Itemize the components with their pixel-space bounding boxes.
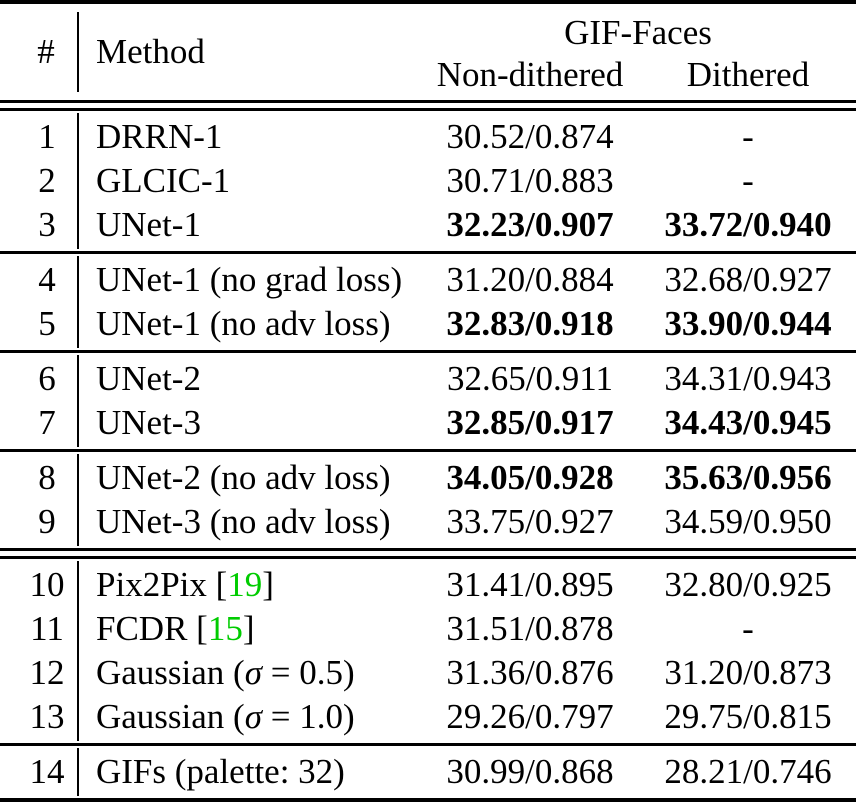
table-row [0, 456, 856, 500]
table-row [0, 115, 856, 159]
row-number: 13 [29, 697, 65, 736]
psnr-ssim-dithered: - [742, 161, 754, 200]
method-name [78, 607, 420, 651]
row-number: 9 [38, 502, 56, 541]
row-group [0, 111, 856, 251]
header-nondithered-column: Non-dithered [436, 55, 624, 94]
method-name [78, 695, 420, 739]
method-name [78, 456, 420, 500]
method-name [78, 357, 420, 401]
row-group [0, 353, 856, 449]
method-text: UNet-1 (no adv loss) [96, 304, 391, 343]
method-text: Gaussian ( [96, 697, 245, 736]
header-number-column: # [37, 32, 55, 71]
row-group [0, 452, 856, 548]
header-subcolumns [420, 54, 856, 96]
method-text: = 0.5) [261, 653, 355, 692]
header-dataset-group [420, 4, 856, 100]
method-name [78, 563, 420, 607]
psnr-ssim-dithered: 29.75/0.815 [664, 697, 832, 736]
psnr-ssim-nondithered: 29.26/0.797 [446, 697, 614, 736]
psnr-ssim-dithered: 33.72/0.940 [664, 205, 832, 244]
psnr-ssim-nondithered: 30.71/0.883 [446, 161, 614, 200]
method-name [78, 258, 420, 302]
row-number: 10 [29, 565, 65, 604]
sigma-symbol: σ [244, 697, 262, 736]
method-name [78, 159, 420, 203]
method-text: ] [242, 609, 255, 648]
psnr-ssim-dithered: 34.59/0.950 [664, 502, 832, 541]
method-text: UNet-2 (no adv loss) [96, 458, 391, 497]
table-row [0, 159, 856, 203]
header-dithered-column: Dithered [686, 55, 810, 94]
table-row [0, 258, 856, 302]
method-text: DRRN-1 [96, 117, 223, 156]
psnr-ssim-dithered: 33.90/0.944 [664, 304, 832, 343]
psnr-ssim-nondithered: 32.83/0.918 [446, 304, 614, 343]
table-row [0, 651, 856, 695]
header-method-column: Method [96, 32, 205, 71]
psnr-ssim-nondithered: 31.41/0.895 [446, 565, 614, 604]
method-text: ] [262, 565, 274, 604]
sigma-symbol: σ [244, 653, 262, 692]
method-name [78, 401, 420, 445]
psnr-ssim-nondithered: 34.05/0.928 [446, 458, 614, 497]
psnr-ssim-dithered: 35.63/0.956 [664, 458, 832, 497]
citation-link[interactable]: 15 [207, 609, 243, 648]
method-name [78, 115, 420, 159]
row-number: 11 [30, 609, 64, 648]
table-row [0, 607, 856, 651]
table-row [0, 401, 856, 445]
psnr-ssim-dithered: 31.20/0.873 [664, 653, 832, 692]
header-dataset-title: GIF-Faces [564, 13, 712, 52]
table-row [0, 302, 856, 346]
psnr-ssim-nondithered: 31.51/0.878 [446, 609, 614, 648]
table-row [0, 563, 856, 607]
method-name [78, 302, 420, 346]
method-text: Gaussian ( [96, 653, 245, 692]
row-number: 4 [38, 260, 56, 299]
row-number: 7 [38, 403, 56, 442]
table-row [0, 203, 856, 247]
method-text: UNet-1 (no grad loss) [96, 260, 403, 299]
method-text: Pix2Pix [ [96, 565, 228, 604]
method-text: GIFs (palette: 32) [96, 752, 345, 791]
table-row [0, 695, 856, 739]
method-name [78, 651, 420, 695]
method-name [78, 750, 420, 794]
row-group [0, 254, 856, 350]
psnr-ssim-nondithered: 32.85/0.917 [446, 403, 614, 442]
psnr-ssim-dithered: 32.68/0.927 [664, 260, 832, 299]
bottom-rule [0, 798, 856, 802]
method-text: UNet-3 (no adv loss) [96, 502, 391, 541]
method-name [78, 500, 420, 544]
psnr-ssim-nondithered: 32.23/0.907 [446, 205, 614, 244]
row-number: 5 [38, 304, 56, 343]
psnr-ssim-dithered: 32.80/0.925 [664, 565, 832, 604]
psnr-ssim-dithered: 34.43/0.945 [664, 403, 832, 442]
psnr-ssim-dithered: - [742, 117, 754, 156]
method-text: UNet-3 [96, 403, 201, 442]
psnr-ssim-dithered: 28.21/0.746 [664, 752, 832, 791]
method-text: UNet-1 [96, 205, 201, 244]
psnr-ssim-nondithered: 30.99/0.868 [446, 752, 614, 791]
row-number: 8 [38, 458, 56, 497]
table-row [0, 357, 856, 401]
method-text: GLCIC-1 [96, 161, 231, 200]
psnr-ssim-nondithered: 32.65/0.911 [447, 359, 613, 398]
row-number: 14 [29, 752, 65, 791]
row-group [0, 559, 856, 743]
psnr-ssim-dithered: - [742, 609, 754, 648]
row-number: 6 [38, 359, 56, 398]
row-group [0, 746, 856, 798]
row-number: 2 [38, 161, 56, 200]
table-row [0, 750, 856, 794]
table-header [0, 4, 856, 100]
psnr-ssim-nondithered: 33.75/0.927 [446, 502, 614, 541]
method-name [78, 203, 420, 247]
citation-link[interactable]: 19 [227, 565, 263, 604]
method-text: FCDR [ [96, 609, 208, 648]
method-text: = 1.0) [261, 697, 355, 736]
psnr-ssim-dithered: 34.31/0.943 [664, 359, 832, 398]
header-separator-rule [0, 100, 856, 111]
row-number: 12 [29, 653, 65, 692]
row-number: 3 [38, 205, 56, 244]
row-number: 1 [38, 117, 56, 156]
group-separator-rule [0, 548, 856, 559]
table-row [0, 500, 856, 544]
table-body [0, 111, 856, 798]
psnr-ssim-nondithered: 31.20/0.884 [446, 260, 614, 299]
psnr-ssim-nondithered: 30.52/0.874 [446, 117, 614, 156]
method-text: UNet-2 [96, 359, 201, 398]
psnr-ssim-nondithered: 31.36/0.876 [446, 653, 614, 692]
